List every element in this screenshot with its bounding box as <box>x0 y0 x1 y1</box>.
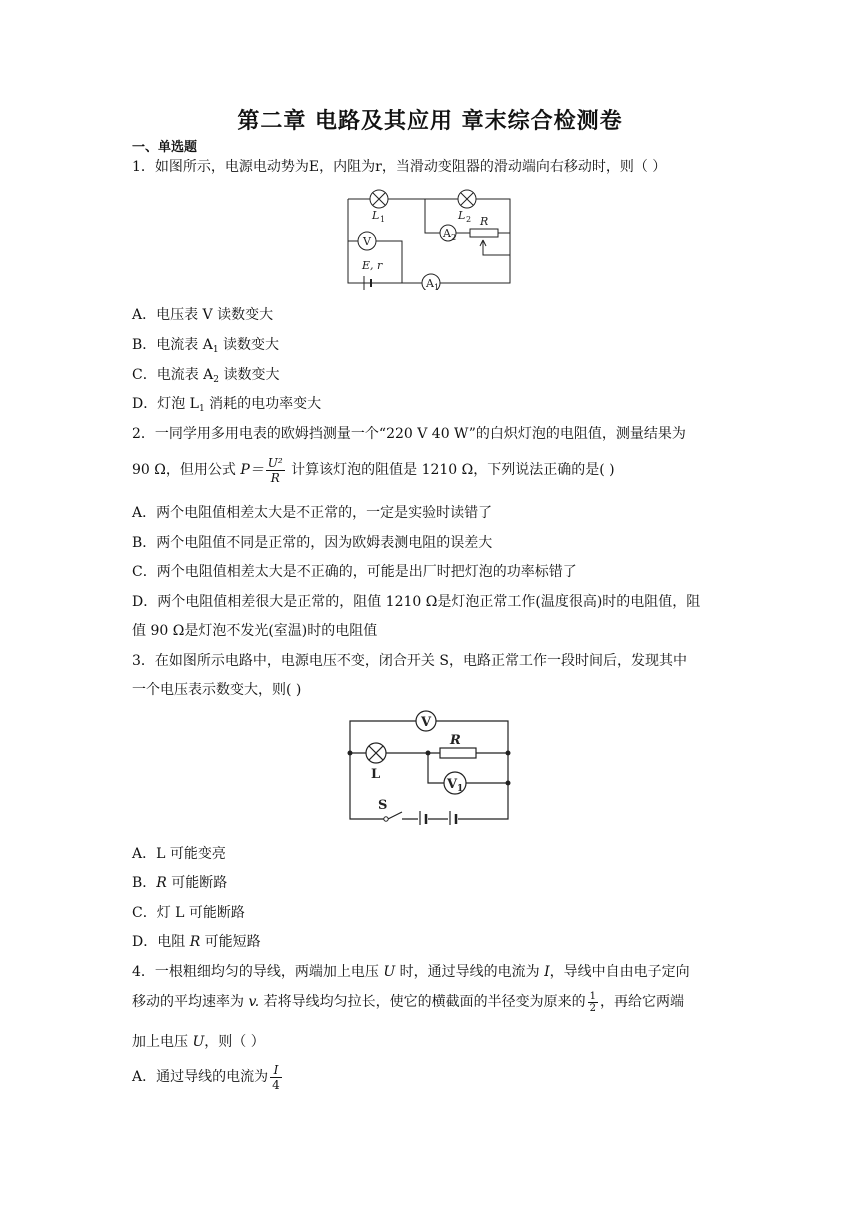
lamp-l-icon <box>366 743 386 763</box>
q1-stem: 1．如图所示，电源电动势为E，内阻为r，当滑动变阻器的滑动端向右移动时，则（ ） <box>132 159 667 175</box>
section-heading: 一、单选题 <box>132 140 198 155</box>
svg-text:A: A <box>443 227 451 240</box>
svg-text:L: L <box>371 767 381 782</box>
q3-option-d: D．电阻 R 可能短路 <box>132 934 261 950</box>
q1-option-b: B．电流表 $A_1$ 读数变大 <box>132 337 280 355</box>
q4-stem-line3: 加上电压 U，则（ ） <box>132 1034 265 1050</box>
svg-text:V: V <box>447 777 458 792</box>
svg-text:S: S <box>378 798 388 813</box>
lamp-l1-icon <box>370 190 388 208</box>
q1-option-d: D．灯泡 $L_1$ 消耗的电功率变大 <box>132 396 322 414</box>
q2-option-d: D．两个电阻值相差很大是正常的，阻值 1210 Ω是灯泡正常工作(温度很高)时的电阻值，阻 <box>132 594 701 610</box>
battery-icon <box>420 811 456 825</box>
q2-stem-line2: 90 Ω，但用公式 P＝ $\frac{\text{U²}}{R}$ 计算该灯泡的阻值是 1210 Ω，下列说法正确的是( ) <box>132 455 615 485</box>
q3-option-b: B．R 可能断路 <box>132 875 228 891</box>
q4-stem-line2: 移动的平均速率为 v. 若将导线均匀拉长，使它的横截面的半径变为原来的 $\frac{1}{2}$ ，再给它两端 <box>132 990 684 1014</box>
q2-option-d-cont: 值 90 Ω是灯泡不发光(室温)时的电阻值 <box>132 623 378 639</box>
svg-text:R: R <box>480 215 489 228</box>
current-fraction: $\frac{I}{4}$ <box>272 1062 280 1092</box>
svg-text:L: L <box>372 209 380 222</box>
svg-text:2: 2 <box>466 215 472 224</box>
formula-fraction: $\frac{\text{U²}}{R}$ <box>267 455 283 485</box>
resistor-r-icon <box>440 748 476 758</box>
q2-stem-line1: 2．一同学用多用电表的欧姆挡测量一个“220 V 40 W”的白炽灯泡的电阻值，测量结果为 <box>132 426 686 442</box>
svg-text:V: V <box>421 715 432 730</box>
q3-option-a: A．L 可能变亮 <box>132 846 226 862</box>
svg-text:1: 1 <box>380 215 386 224</box>
q4-option-a: A．通过导线的电流为 $\frac{I}{4}$ <box>132 1062 280 1092</box>
q2-option-c: C．两个电阻值相差太大是不正确的，可能是出厂时把灯泡的功率标错了 <box>132 564 577 580</box>
svg-text:E, r: E, r <box>362 259 383 272</box>
q3-stem-line2: 一个电压表示数变大，则( ) <box>132 682 302 698</box>
svg-text:2: 2 <box>451 233 457 242</box>
svg-text:R: R <box>450 733 461 748</box>
q1-circuit-figure <box>340 185 520 290</box>
svg-text:A: A <box>426 277 434 290</box>
q4-stem-line1: 4．一根粗细均匀的导线，两端加上电压 U 时，通过导线的电流为 I，导线中自由电子定向 <box>132 964 690 980</box>
q3-circuit-figure <box>344 707 516 825</box>
page-title: 第二章 电路及其应用 章末综合检测卷 <box>237 109 623 134</box>
lamp-l2-icon <box>458 190 476 208</box>
q3-option-c: C．灯 L 可能断路 <box>132 905 245 921</box>
q2-option-a: A．两个电阻值相差太大是不正常的，一定是实验时读错了 <box>132 505 493 521</box>
svg-text:L: L <box>458 209 466 222</box>
svg-text:1: 1 <box>434 283 440 290</box>
q1-option-c: C．电流表 $A_2$ 读数变大 <box>132 367 280 385</box>
svg-text:1: 1 <box>457 784 464 794</box>
svg-text:V: V <box>363 235 371 248</box>
q2-option-b: B．两个电阻值不同是正常的，因为欧姆表测电阻的误差大 <box>132 535 493 551</box>
q1-option-a: A．电压表 V 读数变大 <box>132 307 274 323</box>
q3-stem-line1: 3．在如图所示电路中，电源电压不变，闭合开关 S，电路正常工作一段时间后，发现其中 <box>132 653 687 669</box>
rheostat-icon <box>470 229 498 237</box>
half-fraction: $\frac{1}{2}$ <box>589 990 596 1014</box>
